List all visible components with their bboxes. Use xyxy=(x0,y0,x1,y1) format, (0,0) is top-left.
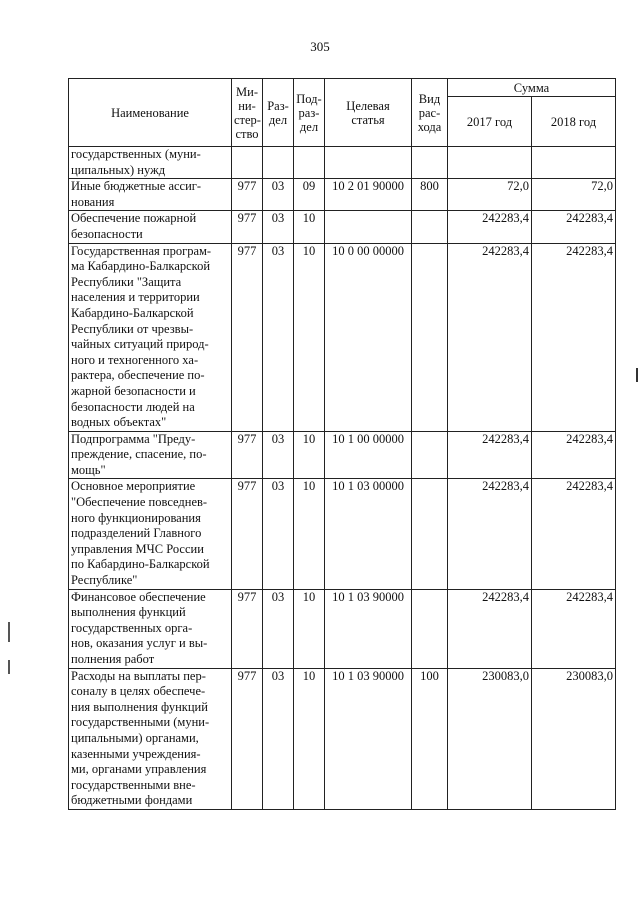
cell-sum-2018: 242283,4 xyxy=(532,211,616,243)
header-name: Наименование xyxy=(69,79,232,147)
cell-sum-2018: 72,0 xyxy=(532,179,616,211)
table-header xyxy=(69,79,616,147)
cell-sum-2018: 242283,4 xyxy=(532,479,616,589)
cell-expense xyxy=(412,243,448,431)
table-row xyxy=(69,211,616,243)
cell-expense: 100 xyxy=(412,668,448,809)
table-row xyxy=(69,179,616,211)
cell-section: 03 xyxy=(263,589,294,668)
cell-sum-2017: 242283,4 xyxy=(448,479,532,589)
cell-name: Основное мероприятие "Обеспечение повседнев- ного функционирования подразделений Главного управления МЧС России по Кабардино-Балкарской Республике" xyxy=(69,479,232,589)
header-target-text: Целевая статья xyxy=(346,98,390,127)
cell-ministry: 977 xyxy=(232,668,263,809)
cell-sum-2017 xyxy=(448,147,532,179)
header-target xyxy=(325,79,412,147)
header-ministry-text: Ми- ни- стер- ство xyxy=(234,84,261,141)
header-expense-text: Вид рас- хода xyxy=(417,91,442,134)
page-number: 305 xyxy=(310,39,330,54)
cell-sum-2018: 242283,4 xyxy=(532,243,616,431)
header-expense xyxy=(412,79,448,147)
cell-subsection: 10 xyxy=(294,431,325,479)
cell-expense xyxy=(412,211,448,243)
cell-sum-2017: 242283,4 xyxy=(448,431,532,479)
cell-ministry: 977 xyxy=(232,431,263,479)
table-row xyxy=(69,243,616,431)
cell-sum-2017: 242283,4 xyxy=(448,589,532,668)
cell-target: 10 2 01 90000 xyxy=(325,179,412,211)
cell-sum-2017: 72,0 xyxy=(448,179,532,211)
cell-target: 10 1 03 90000 xyxy=(325,589,412,668)
cell-sum-2018 xyxy=(532,147,616,179)
cell-sum-2017: 242283,4 xyxy=(448,211,532,243)
cell-expense xyxy=(412,147,448,179)
cell-subsection: 09 xyxy=(294,179,325,211)
cell-name: Финансовое обеспечение выполнения функций государственных орга- нов, оказания услуг и вы- полнения работ xyxy=(69,589,232,668)
cell-subsection: 10 xyxy=(294,668,325,809)
cell-name: Государственная програм- ма Кабардино-Балкарской Республики "Защита населения и территории Кабардино-Балкарской Республики от чрезвы- чайных ситуаций природ- ного и техногенного ха- рактера, обеспечение по- жарной безопасности и безопасности людей на водных объектах" xyxy=(69,243,232,431)
cell-section: 03 xyxy=(263,479,294,589)
cell-expense: 800 xyxy=(412,179,448,211)
budget-table xyxy=(68,78,616,810)
cell-ministry: 977 xyxy=(232,479,263,589)
cell-name: государственных (муни- ципальных) нужд xyxy=(69,147,232,179)
cell-name: Обеспечение пожарной безопасности xyxy=(69,211,232,243)
table-row xyxy=(69,479,616,589)
cell-expense xyxy=(412,431,448,479)
header-subsection xyxy=(294,79,325,147)
cell-subsection: 10 xyxy=(294,243,325,431)
cell-section: 03 xyxy=(263,243,294,431)
cell-name: Расходы на выплаты пер- соналу в целях обеспече- ния выполнения функций государственными (муни- ципальными) органами, казенными учреждения- ми, органами управления государственными вне- бюджетными фондами xyxy=(69,668,232,809)
cell-sum-2017: 242283,4 xyxy=(448,243,532,431)
scan-edge-mark xyxy=(636,368,638,382)
header-ministry xyxy=(232,79,263,147)
header-section-text: Раз- дел xyxy=(267,98,289,127)
scan-speck xyxy=(8,660,10,674)
cell-name: Подпрограмма "Преду- преждение, спасение, по- мощь" xyxy=(69,431,232,479)
cell-expense xyxy=(412,589,448,668)
cell-sum-2018: 242283,4 xyxy=(532,431,616,479)
cell-subsection: 10 xyxy=(294,589,325,668)
cell-target: 10 1 03 90000 xyxy=(325,668,412,809)
cell-section: 03 xyxy=(263,211,294,243)
table-row xyxy=(69,668,616,809)
cell-section: 03 xyxy=(263,431,294,479)
cell-section: 03 xyxy=(263,179,294,211)
cell-ministry: 977 xyxy=(232,211,263,243)
header-subsection-text: Под- раз- дел xyxy=(296,91,322,134)
table-body xyxy=(69,147,616,810)
cell-expense xyxy=(412,479,448,589)
cell-ministry xyxy=(232,147,263,179)
header-section xyxy=(263,79,294,147)
cell-sum-2017: 230083,0 xyxy=(448,668,532,809)
table-row xyxy=(69,147,616,179)
cell-subsection: 10 xyxy=(294,479,325,589)
cell-section: 03 xyxy=(263,668,294,809)
table-row xyxy=(69,589,616,668)
header-year-2017: 2017 год xyxy=(448,97,532,147)
cell-sum-2018: 230083,0 xyxy=(532,668,616,809)
cell-ministry: 977 xyxy=(232,179,263,211)
cell-section xyxy=(263,147,294,179)
cell-name: Иные бюджетные ассиг- нования xyxy=(69,179,232,211)
cell-target: 10 0 00 00000 xyxy=(325,243,412,431)
table-row xyxy=(69,431,616,479)
cell-target: 10 1 03 00000 xyxy=(325,479,412,589)
cell-subsection: 10 xyxy=(294,211,325,243)
header-sum: Сумма xyxy=(448,79,616,97)
cell-ministry: 977 xyxy=(232,589,263,668)
cell-ministry: 977 xyxy=(232,243,263,431)
cell-sum-2018: 242283,4 xyxy=(532,589,616,668)
cell-target xyxy=(325,211,412,243)
header-year-2018: 2018 год xyxy=(532,97,616,147)
cell-target: 10 1 00 00000 xyxy=(325,431,412,479)
cell-subsection xyxy=(294,147,325,179)
cell-target xyxy=(325,147,412,179)
scan-speck xyxy=(8,622,10,642)
